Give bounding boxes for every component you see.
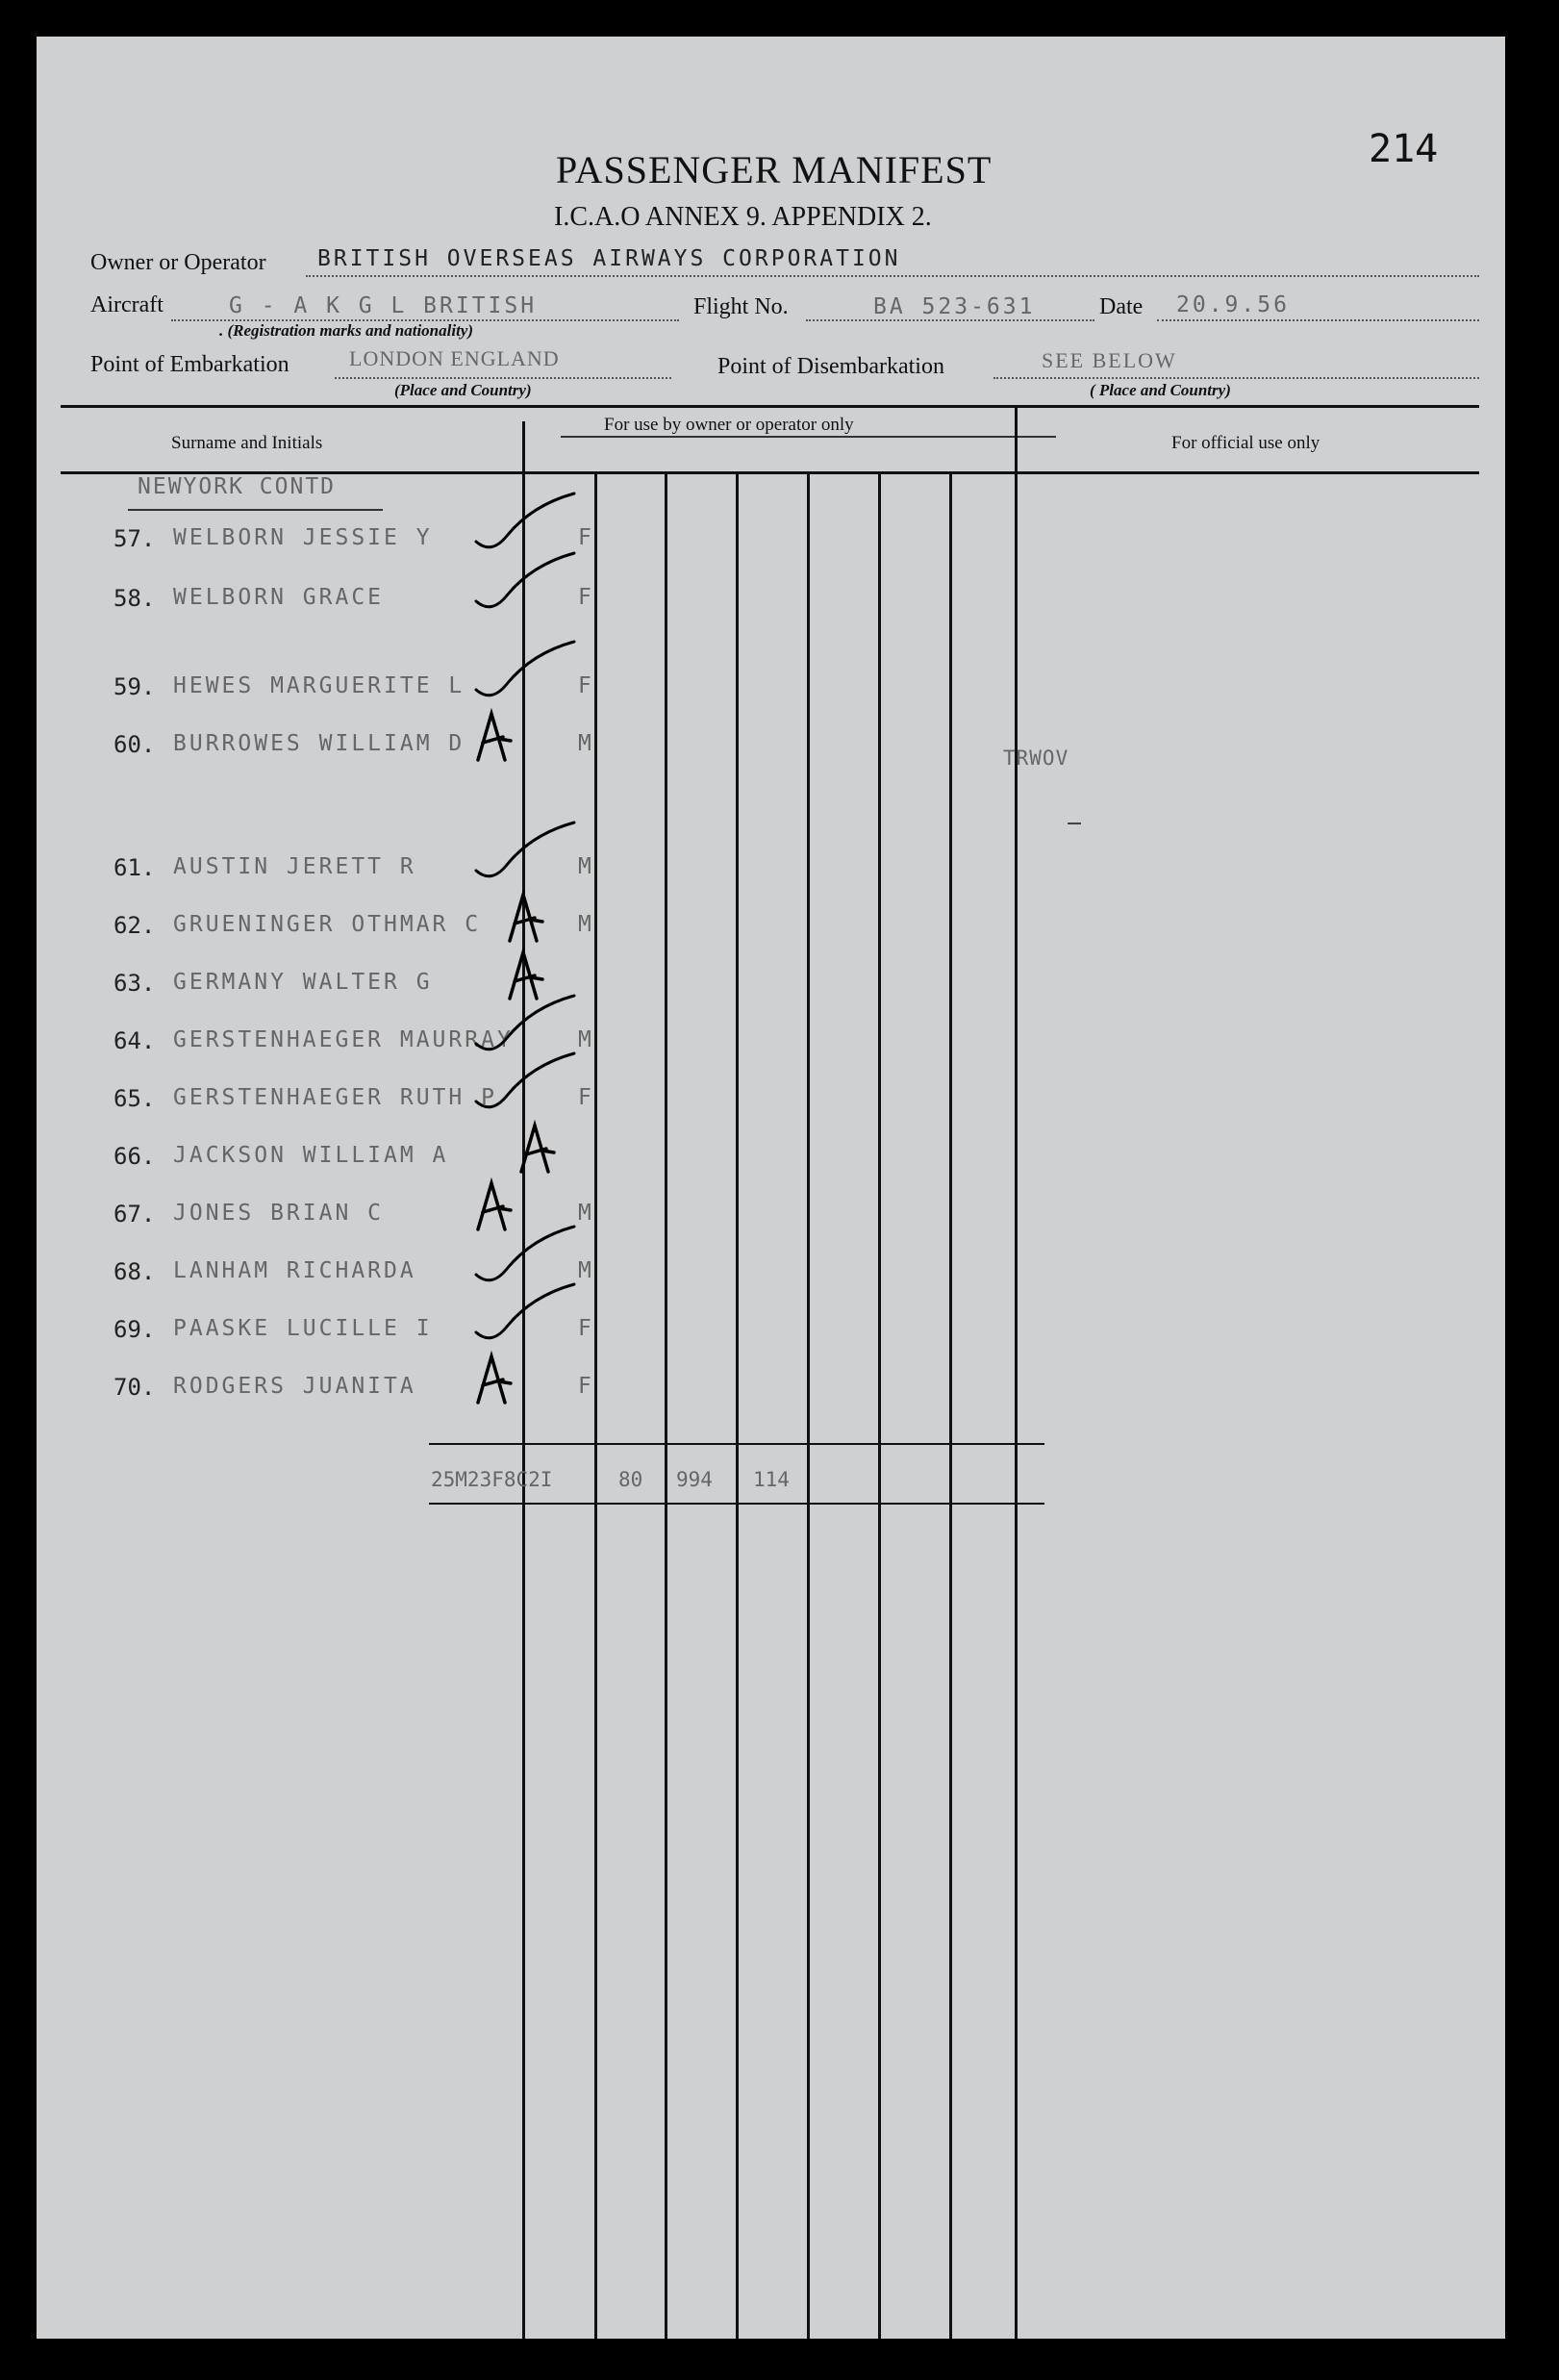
- passenger-number: 59.: [113, 673, 156, 700]
- passenger-number: 63.: [113, 970, 156, 997]
- column-divider: [665, 474, 667, 2339]
- passenger-sex: F: [578, 1316, 594, 1341]
- owner-dotted-line: [306, 275, 1479, 277]
- totals-value: 994: [676, 1468, 713, 1491]
- passenger-name: WELBORN JESSIE Y: [173, 525, 433, 550]
- date-label: Date: [1099, 294, 1144, 319]
- passenger-name: BURROWES WILLIAM D: [173, 731, 465, 756]
- check-icon: [474, 1282, 580, 1350]
- totals-value: 114: [753, 1468, 790, 1491]
- passenger-sex: M: [578, 854, 594, 879]
- flight-dotted-line: [806, 319, 1094, 321]
- passenger-name: GERSTENHAEGER RUTH P: [173, 1085, 497, 1110]
- passenger-name: JONES BRIAN C: [173, 1201, 385, 1226]
- aircraft-value: G - A K G L BRITISH: [229, 293, 538, 318]
- passenger-name: JACKSON WILLIAM A: [173, 1143, 449, 1168]
- passenger-number: 57.: [113, 525, 156, 552]
- passenger-number: 62.: [113, 912, 156, 939]
- passenger-number: 66.: [113, 1143, 156, 1170]
- aircraft-label: Aircraft: [90, 292, 163, 317]
- owner-label: Owner or Operator: [90, 250, 266, 275]
- column-header-surname: Surname and Initials: [171, 433, 323, 453]
- column-header-owner-use: For use by owner or operator only: [604, 415, 854, 435]
- handwritten-a-icon: [474, 1353, 513, 1405]
- passenger-number: 61.: [113, 854, 156, 881]
- owner-value: BRITISH OVERSEAS AIRWAYS CORPORATION: [317, 246, 901, 271]
- passenger-row: [113, 1143, 652, 1181]
- passenger-name: WELBORN GRACE: [173, 585, 385, 610]
- passenger-number: 65.: [113, 1085, 156, 1112]
- passenger-sex: M: [578, 1201, 594, 1226]
- passenger-number: 60.: [113, 731, 156, 758]
- disembarkation-value: SEE BELOW: [1042, 348, 1177, 372]
- check-icon: [474, 821, 580, 888]
- check-icon: [474, 551, 580, 619]
- totals-bottom-rule: [429, 1503, 1044, 1505]
- passenger-name: GERMANY WALTER G: [173, 970, 433, 995]
- disembarkation-dotted-line: [993, 377, 1479, 379]
- passenger-sex: M: [578, 1027, 594, 1052]
- passenger-number: 68.: [113, 1258, 156, 1285]
- table-top-rule: [61, 405, 1479, 408]
- passenger-sex: F: [578, 673, 594, 698]
- passenger-name: GERSTENHAEGER MAURRAY: [173, 1027, 514, 1052]
- totals-top-rule: [429, 1443, 1044, 1445]
- passenger-row: [113, 731, 652, 770]
- column-divider: [949, 474, 952, 2339]
- embarkation-value: LONDON ENGLAND: [349, 346, 560, 370]
- column-divider: [1015, 407, 1018, 2339]
- totals-value: 80: [618, 1468, 643, 1491]
- handwritten-a-icon: [517, 1122, 556, 1175]
- section-heading-underline: [128, 509, 383, 511]
- flight-value: BA 523-631: [873, 294, 1036, 319]
- check-icon: [474, 1051, 580, 1119]
- handwritten-a-icon: [506, 891, 544, 944]
- handwritten-a-icon: [474, 710, 513, 763]
- column-divider: [878, 474, 881, 2339]
- owner-use-rule: [561, 436, 1056, 438]
- passenger-sex: M: [578, 1258, 594, 1283]
- page-number: 214: [1369, 127, 1439, 171]
- passenger-number: 64.: [113, 1027, 156, 1054]
- passenger-name: GRUENINGER OTHMAR C: [173, 912, 482, 937]
- passenger-number: 58.: [113, 585, 156, 612]
- embarkation-note: (Place and Country): [394, 381, 532, 399]
- passenger-number: 67.: [113, 1201, 156, 1228]
- column-divider: [736, 474, 739, 2339]
- passenger-sex: F: [578, 1374, 594, 1399]
- section-heading: NEWYORK CONTD: [138, 474, 337, 499]
- official-note: TRWOV: [1003, 747, 1069, 770]
- passenger-number: 70.: [113, 1374, 156, 1401]
- passenger-row: [113, 1374, 652, 1412]
- flight-label: Flight No.: [693, 294, 789, 319]
- disembarkation-note: ( Place and Country): [1090, 381, 1231, 399]
- passenger-name: PAASKE LUCILLE I: [173, 1316, 433, 1341]
- column-header-official: For official use only: [1171, 433, 1320, 453]
- column-divider: [807, 474, 810, 2339]
- passenger-number: 69.: [113, 1316, 156, 1343]
- passenger-name: HEWES MARGUERITE L: [173, 673, 465, 698]
- page-title: PASSENGER MANIFEST: [556, 148, 993, 191]
- manifest-sheet: [37, 37, 1505, 2339]
- passenger-name: LANHAM RICHARDA: [173, 1258, 416, 1283]
- embarkation-label: Point of Embarkation: [90, 352, 289, 377]
- disembarkation-label: Point of Disembarkation: [717, 354, 944, 379]
- totals-passenger-count: 25M23F8C2I: [431, 1468, 553, 1491]
- passenger-name: RODGERS JUANITA: [173, 1374, 416, 1399]
- date-dotted-line: [1157, 319, 1479, 321]
- check-icon: [474, 640, 580, 707]
- check-icon: [474, 492, 580, 559]
- passenger-sex: M: [578, 731, 594, 756]
- passenger-row: [113, 912, 652, 950]
- official-dash: [1068, 823, 1081, 824]
- passenger-sex: F: [578, 525, 594, 550]
- aircraft-note: . (Registration marks and nationality): [219, 321, 474, 340]
- passenger-name: AUSTIN JERETT R: [173, 854, 416, 879]
- passenger-sex: F: [578, 1085, 594, 1110]
- passenger-sex: F: [578, 585, 594, 610]
- embarkation-dotted-line: [335, 377, 671, 379]
- passenger-sex: M: [578, 912, 594, 937]
- page-subtitle: I.C.A.O ANNEX 9. APPENDIX 2.: [554, 202, 932, 232]
- date-value: 20.9.56: [1176, 292, 1290, 317]
